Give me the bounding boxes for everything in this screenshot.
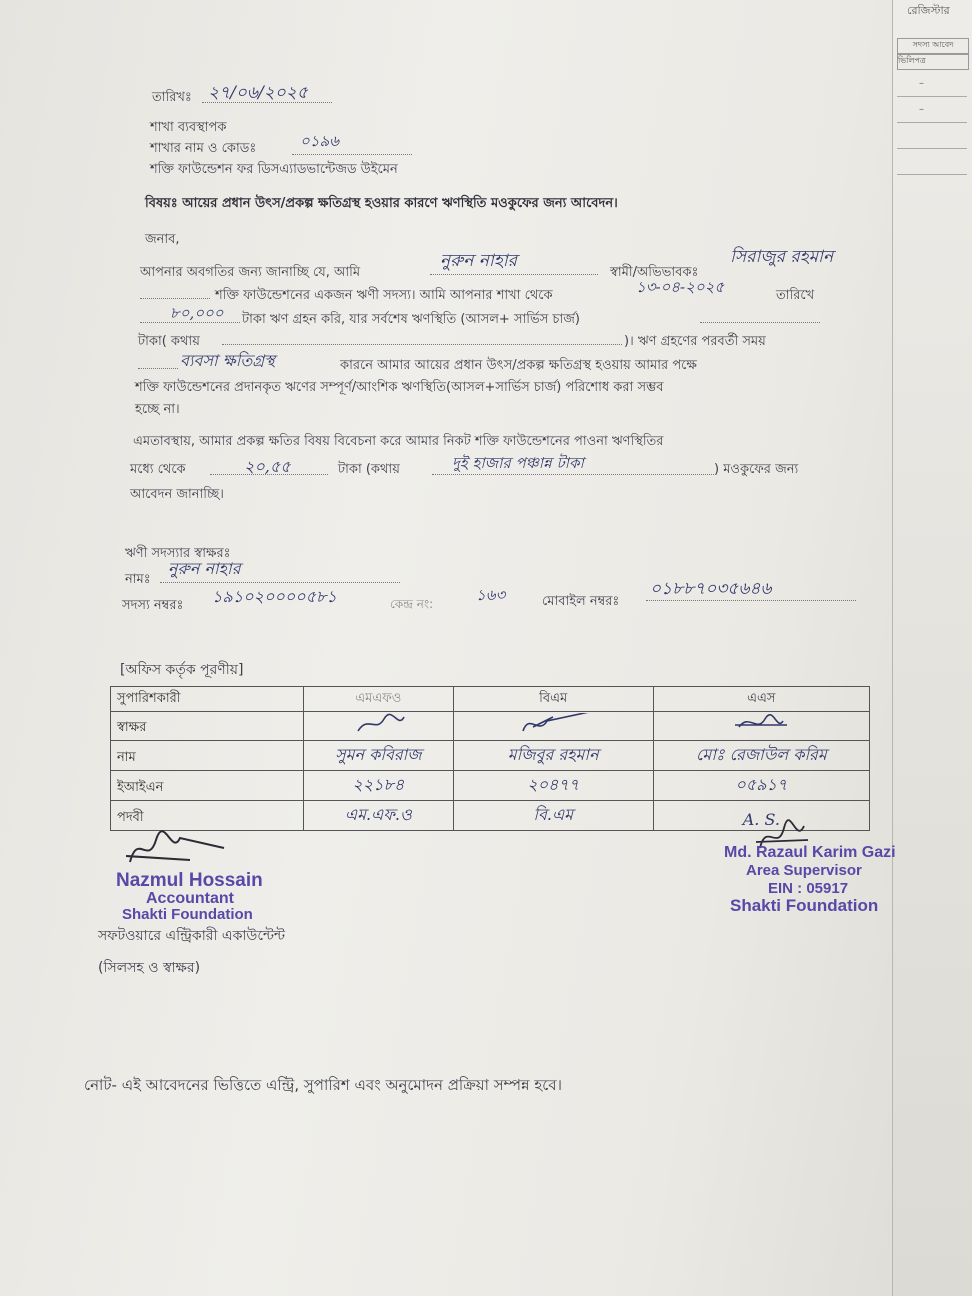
dotted-line [160,582,400,583]
subject-line: বিষয়ঃ আয়ের প্রধান উৎস/প্রকল্প ক্ষতিগ্রস্থ হওয়ার কারণে ঋণস্থিতি মওকুফের জন্য আবেদন। [145,196,618,211]
table-row [111,771,870,801]
date-value: ২৭/০৬/২০২৫ [208,83,308,103]
stamp-right-name: Md. Razaul Karim Gazi [724,844,896,861]
dotted-line [432,474,714,475]
date-dotted-line [202,102,332,103]
dotted-line [222,344,622,345]
member-name-line [430,274,598,275]
body-text: এমতাবস্থায়, আমার প্রকল্প ক্ষতির বিষয় বিবেচনা করে আমার নিকট শক্তি ফাউন্ডেশনের পাওনা ঋণস্থিতির [133,434,664,449]
stamp-right-org: Shakti Foundation [730,896,879,915]
office-section-heading: [অফিস কর্তৃক পূরণীয়] [120,662,244,678]
organization-line: শক্তি ফাউন্ডেশন ফর ডিসএ্যাডভান্টেজড উইমেন [150,162,398,177]
member-no-label: সদস্য নম্বরঃ [122,598,184,613]
register-line [897,148,967,149]
signature-cell [653,712,869,741]
table-header-cell: বিএম [453,687,653,712]
name-label: নামঃ [125,572,151,587]
salutation: জনাব, [145,232,180,247]
stamp-right-title: Area Supervisor [746,862,862,879]
branch-dotted-line [292,154,412,155]
dotted-line [138,368,178,369]
dotted-line [700,322,820,323]
register-dash: – [919,104,924,115]
signature-scribble-icon [721,713,801,735]
accountant-note: (সিলসহ ও স্বাক্ষর) [98,960,201,976]
signature-cell [453,712,653,741]
member-name-handwritten: নুরুন নাহার [440,251,518,271]
table-header-cell: সুপারিশকারী [111,687,304,712]
body-text: )। ঋণ গ্রহণের পরবর্তী সময় [624,334,766,349]
guardian-name-handwritten: সিরাজুর রহমান [730,247,834,267]
mobile-label: মোবাইল নম্বরঃ [542,594,620,609]
register-side-page [892,0,972,1296]
body-text: মধ্যে থেকে [130,462,186,477]
loan-amount-handwritten: ৮০,০০০ [170,304,224,322]
accountant-label: সফটওয়ারে এন্ট্রিকারী একাউন্টেন্ট [98,928,285,944]
body-text: টাকা( কথায় [138,334,200,349]
cause-handwritten: ব্যবসা ক্ষতিগ্রস্থ [180,351,275,370]
name-cell: মজিবুর রহমান [453,741,653,771]
signature-scribble-icon [493,713,613,735]
body-text: শক্তি ফাউন্ডেশনের একজন ঋণী সদস্য। আমি আপনার শাখা থেকে [215,288,553,303]
stamp-right-ein: EIN : 05917 [768,880,849,897]
body-text: স্বামী/অভিভাবকঃ [610,265,699,280]
body-text: টাকা (কথায় [338,462,400,477]
signature-cell [304,712,454,741]
register-dash: – [919,78,924,89]
ein-cell: ২২১৮৪ [304,771,454,801]
register-column-header: সদস্য আবেদ [897,38,969,54]
dotted-line [140,298,210,299]
center-label: কেন্দ্র নং: [390,597,434,611]
recipient-title: শাখা ব্যবস্থাপক [150,120,227,135]
waive-words-handwritten: দুই হাজার পঞ্চান্ন টাকা [452,454,584,472]
ein-cell: ২০৪৭৭ [453,771,653,801]
center-value: ১৬৩ [476,586,506,604]
table-row [111,741,870,771]
register-line [897,96,967,97]
loan-date-handwritten: ১৩-০৪-২০২৫ [636,278,725,296]
signature-scribble-icon [338,713,418,735]
body-text: হচ্ছে না। [135,402,180,417]
row-label: স্বাক্ষর [111,712,304,741]
table-header-row [111,687,870,712]
body-text: তারিখে [776,288,815,303]
body-text: আবেদন জানাচ্ছি। [130,487,224,502]
table-row [111,712,870,741]
table-header-cell: এমএফও [304,687,454,712]
stamp-left-title: Accountant [146,890,234,907]
name-value-handwritten: নুরুন নাহার [168,559,241,578]
branch-code: ০১৯৬ [300,132,339,150]
stamp-left-org: Shakti Foundation [122,906,253,923]
branch-label: শাখার নাম ও কোডঃ [150,141,257,156]
designation-cell: A. S. [653,801,869,831]
register-line [897,122,967,123]
ein-cell: ০৫৯১৭ [653,771,869,801]
body-text: শক্তি ফাউন্ডেশনের প্রদানকৃত ঋণের সম্পূর্ণ/আংশিক ঋণস্থিতি(আসল+সার্ভিস চার্জ) পরিশোধ করা সম্ভব [135,380,664,395]
name-cell: সুমন কবিরাজ [304,741,454,771]
register-title: রেজিস্টার [907,4,950,17]
body-text: ) মওকুফের জন্য [714,462,799,477]
accountant-signature-icon [120,826,230,870]
waive-amount-handwritten: ২০,৫৫ [244,457,291,476]
register-line [897,174,967,175]
row-label: নাম [111,741,304,771]
row-label: ইআইএন [111,771,304,801]
member-signature-label: ঋণী সদস্যার স্বাক্ষরঃ [125,546,231,561]
date-label: তারিখঃ [152,90,192,105]
member-no-value: ১৯১০২০০০০৫৮১ [212,587,337,606]
designation-cell: এম.এফ.ও [304,801,454,831]
body-text: কারনে আমার আয়ের প্রধান উৎস/প্রকল্প ক্ষতিগ্রস্থ হওয়ায় আমার পক্ষে [340,358,697,373]
table-header-cell: এএস [653,687,869,712]
footnote: নোট- এই আবেদনের ভিত্তিতে এন্ট্রি, সুপারিশ এবং অনুমোদন প্রক্রিয়া সম্পন্ন হবে। [84,1076,562,1094]
office-recommendation-table [110,686,870,831]
stamp-left-name: Nazmul Hossain [116,870,263,891]
row-label: পদবী [111,801,304,831]
register-column-sub: ভিলিপত্র [897,54,969,70]
dotted-line [646,600,856,601]
name-cell: মোঃ রেজাউল করিম [653,741,869,771]
body-text: আপনার অবগতির জন্য জানাচ্ছি যে, আমি [140,265,361,280]
body-text: টাকা ঋণ গ্রহন করি, যার সর্বশেষ ঋণস্থিতি (আসল+ সার্ভিস চার্জ) [242,312,580,327]
designation-cell: বি.এম [453,801,653,831]
mobile-value: ০১৮৮৭০৩৫৬৪৬ [650,579,772,599]
dotted-line [140,322,240,323]
